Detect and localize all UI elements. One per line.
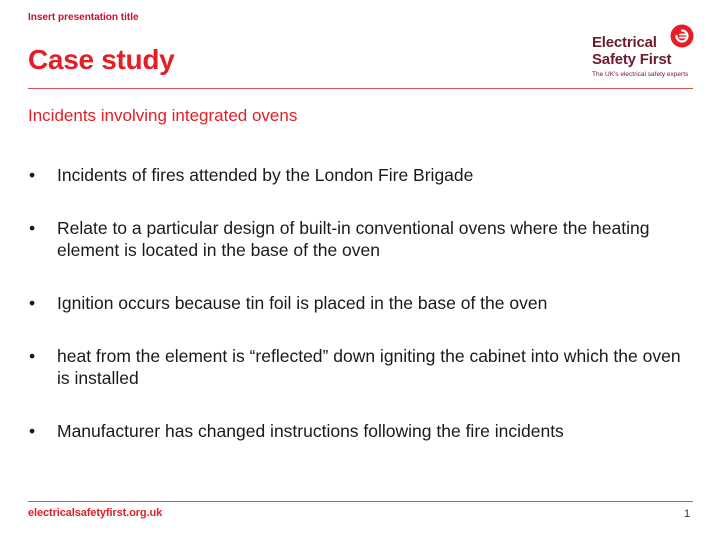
bullet-list [28,164,698,473]
bullet-item [28,345,698,389]
bullet-marker: • [29,218,36,238]
bullet-marker: • [29,165,36,185]
presentation-title: Insert presentation title [28,12,139,23]
footer-website: electricalsafetyfirst.org.uk [28,507,163,519]
bullet-item [28,164,698,186]
bullet-text: heat from the element is “reflected” down igniting the cabinet into which the oven is installed [57,346,681,388]
footer-divider [28,501,693,502]
slide-subtitle: Incidents involving integrated ovens [28,106,298,125]
company-logo [592,22,702,84]
slide-title: Case study [28,44,175,75]
header-divider [28,88,693,89]
bullet-item [28,292,698,314]
bullet-text: Relate to a particular design of built-in conventional ovens where the heating element is located in the base of the oven [57,218,650,260]
bullet-text: Ignition occurs because tin foil is placed in the base of the oven [57,293,548,313]
logo-text-line1: Electrical [592,34,657,51]
page-number: 1 [684,508,691,520]
logo-text-line2: Safety First [592,51,672,68]
bullet-item [28,420,698,442]
bullet-marker: • [29,293,36,313]
bullet-marker: • [29,421,36,441]
logo-tagline: The UK's electrical safety experts [592,71,689,78]
bullet-text: Manufacturer has changed instructions following the fire incidents [57,421,564,441]
bullet-marker: • [29,346,36,366]
bullet-text: Incidents of fires attended by the London Fire Brigade [57,165,474,185]
power-plug-icon [670,24,694,48]
bullet-item [28,217,698,261]
